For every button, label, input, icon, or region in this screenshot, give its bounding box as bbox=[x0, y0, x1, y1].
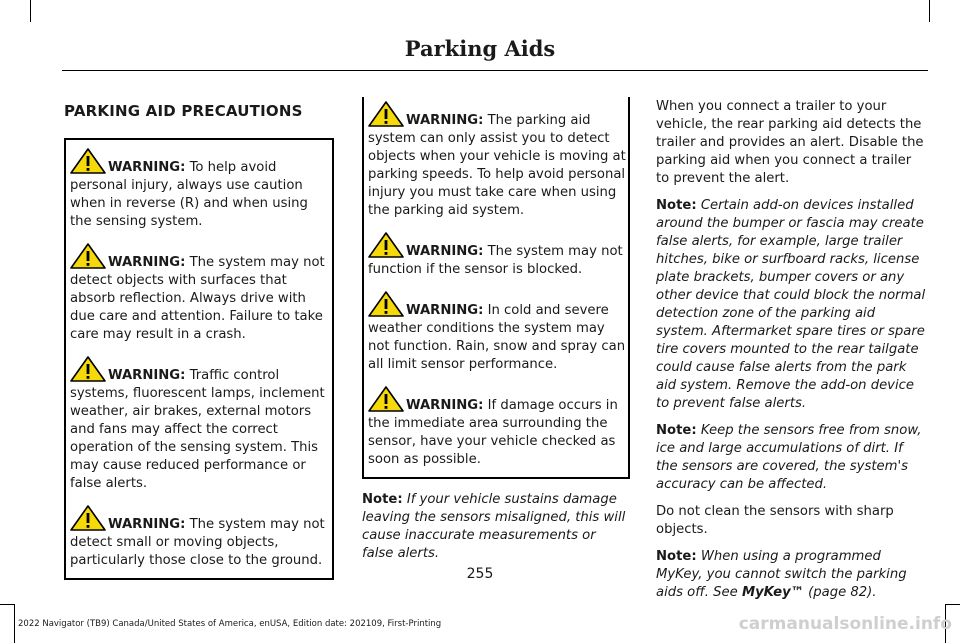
warning-item bbox=[368, 291, 628, 374]
section-heading: PARKING AID PRECAUTIONS bbox=[64, 102, 303, 120]
body-paragraph: When you connect a trailer to your vehicle, the rear parking aid detects the trailer and provides an alert. Disable the parking aid when you connect a trailer to prevent the alert. bbox=[656, 99, 924, 186]
warning-text: Traffic control systems, fluorescent lamps, inclement weather, air brakes, external motors and fans may affect the correct operation of the sensing system. This may cause reduced performance or false alerts. bbox=[70, 368, 325, 491]
warning-label: WARNING: bbox=[108, 368, 186, 383]
note-paragraph bbox=[656, 422, 928, 494]
warning-icon bbox=[70, 148, 106, 174]
middle-column bbox=[362, 97, 630, 572]
header-divider bbox=[62, 70, 928, 71]
note-text: When using a programmed MyKey, you cannot switch the parking aids off. See bbox=[656, 549, 907, 600]
warning-label: WARNING: bbox=[108, 160, 186, 175]
crop-mark bbox=[14, 604, 15, 643]
warning-label: WARNING: bbox=[108, 517, 186, 532]
warning-text: The system may not function if the sensor is blocked. bbox=[368, 244, 623, 277]
warning-item bbox=[368, 232, 628, 279]
note-text: Certain add-on devices installed around the bumper or fascia may create false alerts, for example, large trailer hitches, bike or surfboard racks, license plate brackets, bumper covers or any other device that could block the normal detection zone of the parking aid system. Aftermarket spare tires or spare tire covers mounted to the rear tailgate could cause false alerts from the park aid system. Remove the add-on device to prevent false alerts. bbox=[656, 198, 926, 411]
warning-label: WARNING: bbox=[406, 244, 484, 259]
warning-box bbox=[64, 138, 334, 580]
note-paragraph bbox=[362, 491, 630, 563]
crop-mark bbox=[946, 604, 960, 605]
body-paragraph: Do not clean the sensors with sharp objects. bbox=[656, 504, 894, 537]
warning-icon bbox=[368, 291, 404, 317]
warning-item bbox=[70, 243, 332, 344]
note-label: Note: bbox=[656, 423, 697, 438]
crop-mark bbox=[30, 0, 31, 22]
warning-box bbox=[362, 97, 630, 479]
watermark-logo: carmanualsonline.info bbox=[738, 614, 952, 634]
warning-item bbox=[70, 356, 332, 493]
note-paragraph bbox=[656, 197, 928, 413]
warning-item bbox=[368, 386, 628, 469]
warning-label: WARNING: bbox=[108, 255, 186, 270]
page-number: 255 bbox=[466, 566, 494, 582]
note-text-after: (page 82). bbox=[803, 585, 877, 600]
note-text: If your vehicle sustains damage leaving the sensors misaligned, this will cause inaccurate measurements or false alerts. bbox=[362, 492, 626, 561]
warning-item bbox=[70, 148, 332, 231]
warning-icon bbox=[70, 243, 106, 269]
note-text: Keep the sensors free from snow, ice and large accumulations of dirt. If the sensors are covered, the system's accuracy can be affected. bbox=[656, 423, 922, 492]
warning-text: The system may not detect objects with surfaces that absorb reflection. Always drive with due care and attention. Failure to take care may result in a crash. bbox=[70, 255, 325, 342]
warning-item bbox=[70, 505, 332, 570]
warning-text: If damage occurs in the immediate area surrounding the sensor, have your vehicle checked as soon as possible. bbox=[368, 398, 618, 467]
left-column bbox=[64, 96, 334, 580]
warning-text: To help avoid personal injury, always use caution when in reverse (R) and when using the sensing system. bbox=[70, 160, 308, 229]
warning-item bbox=[368, 101, 628, 220]
warning-label: WARNING: bbox=[406, 398, 484, 413]
warning-label: WARNING: bbox=[406, 303, 484, 318]
warning-icon bbox=[368, 232, 404, 258]
right-column bbox=[656, 98, 928, 611]
warning-text: The system may not detect small or moving objects, particularly those close to the ground. bbox=[70, 517, 325, 568]
warning-text: The parking aid system can only assist you to detect objects when your vehicle is moving at parking speeds. To help avoid personal injury you must take care when using the parking aid system. bbox=[368, 113, 626, 218]
warning-label: WARNING: bbox=[406, 113, 484, 128]
warning-icon bbox=[70, 356, 106, 382]
footer-edition-text: 2022 Navigator (TB9) Canada/United States of America, enUSA, Edition date: 202109, First-Printing bbox=[18, 619, 442, 629]
warning-icon bbox=[368, 386, 404, 412]
note-label: Note: bbox=[656, 549, 697, 564]
crop-mark bbox=[0, 604, 14, 605]
note-label: Note: bbox=[656, 198, 697, 213]
mykey-link[interactable]: MyKey™ bbox=[741, 585, 804, 600]
note-label: Note: bbox=[362, 492, 403, 507]
warning-icon bbox=[70, 505, 106, 531]
page-title: Parking Aids bbox=[404, 36, 556, 61]
warning-text: In cold and severe weather conditions the system may not function. Rain, snow and spray can all limit sensor performance. bbox=[368, 303, 626, 372]
crop-mark bbox=[929, 0, 930, 22]
warning-icon bbox=[368, 101, 404, 127]
